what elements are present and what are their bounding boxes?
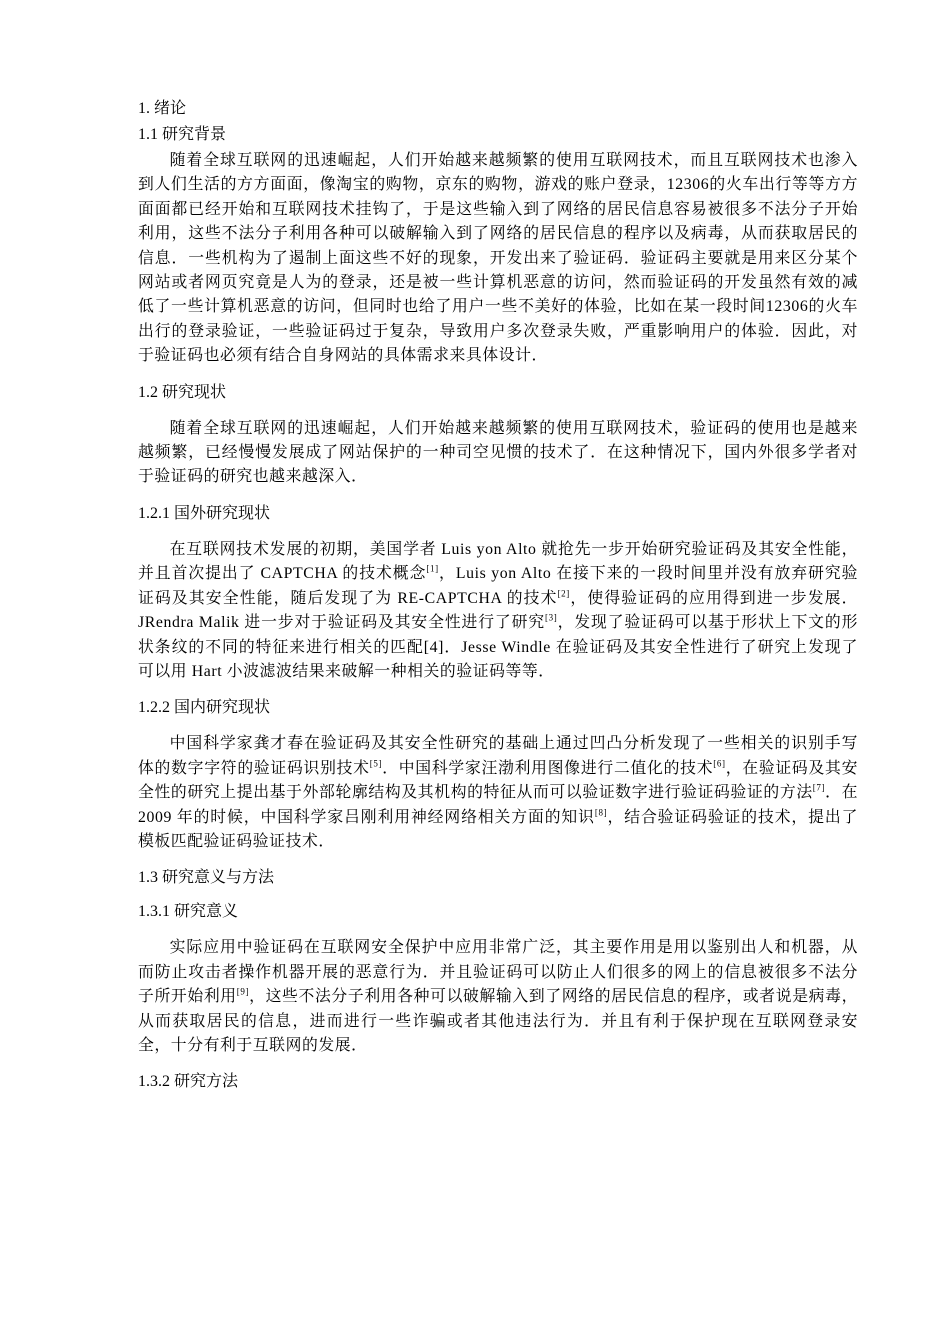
paragraph-text: ，在验证码及其安全性的研究上提出基于外部轮廓结构及其机构的特征从而可以验证数字进行验证码验证的方法 <box>138 759 858 802</box>
citation-marker: [1] <box>426 564 439 575</box>
paragraph-text: 在互联网技术发展的初期，美国学者 Luis yon Alto 就抢先一步开始研究验证码及其安全性能，并且首次提出了 CAPTCHA 的技术概念 <box>138 540 858 583</box>
paragraph-text: ，使得验证码的应用得到进一步发展．JRendra Malik 进一步对于验证码及其安全性进行了研究 <box>138 589 858 632</box>
section-heading: 1.1 研究背景 <box>138 126 227 143</box>
section-heading: 1.2.2 国内研究现状 <box>138 699 271 717</box>
body-paragraph <box>138 732 858 854</box>
section-heading: 1.3.2 研究方法 <box>138 1073 239 1091</box>
paragraph-text: ．在 2009 年的时候，中国科学家吕刚利用神经网络相关方面的知识 <box>138 784 858 826</box>
paragraph-text: 中国科学家龚才春在验证码及其安全性研究的基础上通过凹凸分析发现了一些相关的识别手写体的数字字符的验证码识别技术 <box>138 735 858 777</box>
body-paragraph <box>138 417 858 490</box>
citation-marker: [7] <box>812 782 826 793</box>
section-heading: 1.2 研究现状 <box>138 383 227 401</box>
document-body <box>138 99 858 1092</box>
body-paragraph <box>138 936 858 1058</box>
paragraph-text: ，结合验证码验证的技术，提出了模板匹配验证码验证技术． <box>138 808 858 850</box>
paragraph-text: 随着全球互联网的迅速崛起，人们开始越来越频繁的使用互联网技术，验证码的使用也是越来越频繁，已经慢慢发展成了网站保护的一种司空见惯的技术了．在这种情况下，国内外很多学者对于验证码的研究也越来越深入． <box>138 419 858 486</box>
citation-marker: [6] <box>713 758 726 769</box>
body-paragraph <box>138 149 858 369</box>
section-heading: 1.2.1 国外研究现状 <box>138 504 271 522</box>
citation-marker: [5] <box>369 758 383 769</box>
paragraph-text: ，Luis yon Alto 在接下来的一段时间里并没有放弃研究验证码及其安全性能，随后发现了为 RE-CAPTCHA 的技术 <box>138 565 859 607</box>
paragraph-text: ．中国科学家汪渤利用图像进行二值化的技术 <box>382 759 714 777</box>
section-heading: 1.3 研究意义与方法 <box>138 869 275 887</box>
paragraph-text: ，发现了验证码可以基于形状上下文的形状条纹的不同的特征来进行相关的匹配[4]．Jesse Windle 在验证码及其安全性进行了研究上发现了可以用 Hart 小波滤波结果来破解一种相关的验证码等等． <box>138 614 858 680</box>
citation-marker: [3] <box>545 612 558 623</box>
paragraph-text: 实际应用中验证码在互联网安全保护中应用非常广泛，其主要作用是用以鉴别出人和机器，从而防止攻击者操作机器开展的恶意行为．并且验证码可以防止人们很多的网上的信息被很多不法分子所开始利用 <box>138 939 858 1006</box>
citation-marker: [9] <box>236 986 250 997</box>
paragraph-text: ，这些不法分子利用各种可以破解输入到了网络的居民信息的程序，或者说是病毒，从而获取居民的信息，进而进行一些诈骗或者其他违法行为．并且有利于保护现在互联网登录安全，十分有利于互联网的发展． <box>138 988 858 1054</box>
paragraph-text: 随着全球互联网的迅速崛起，人们开始越来越频繁的使用互联网技术，而且互联网技术也渗入到人们生活的方方面面，像淘宝的购物，京东的购物，游戏的账户登录，12306的火车出行等等方方面面都已经开始和互联网技术挂钩了，于是这些输入到了网络的居民信息容易被很多不法分子开始利用，这些不法分子利用各种可以破解输入到了网络的居民信息的程序以及病毒，从而获取居民的信息．一些机构为了遏制上面这些不好的现象，开发出来了验证码．验证码主要就是用来区分某个网站或者网页究竟是人为的登录，还是被一些计算机恶意的访问，然而验证码的开发虽然有效的减低了一些计算机恶意的访问，但同时也给了用户一些不美好的体验，比如在某一段时间12306的火车出行的登录验证，一些验证码过于复杂，导致用户多次登录失败，严重影响用户的体验．因此，对于验证码也必须有结合自身网站的具体需求来具体设计． <box>138 152 858 365</box>
citation-marker: [2] <box>557 588 570 599</box>
section-heading: 1. 绪论 <box>138 100 187 117</box>
citation-marker: [8] <box>594 807 608 818</box>
body-paragraph <box>138 538 858 684</box>
section-heading: 1.3.1 研究意义 <box>138 903 239 921</box>
